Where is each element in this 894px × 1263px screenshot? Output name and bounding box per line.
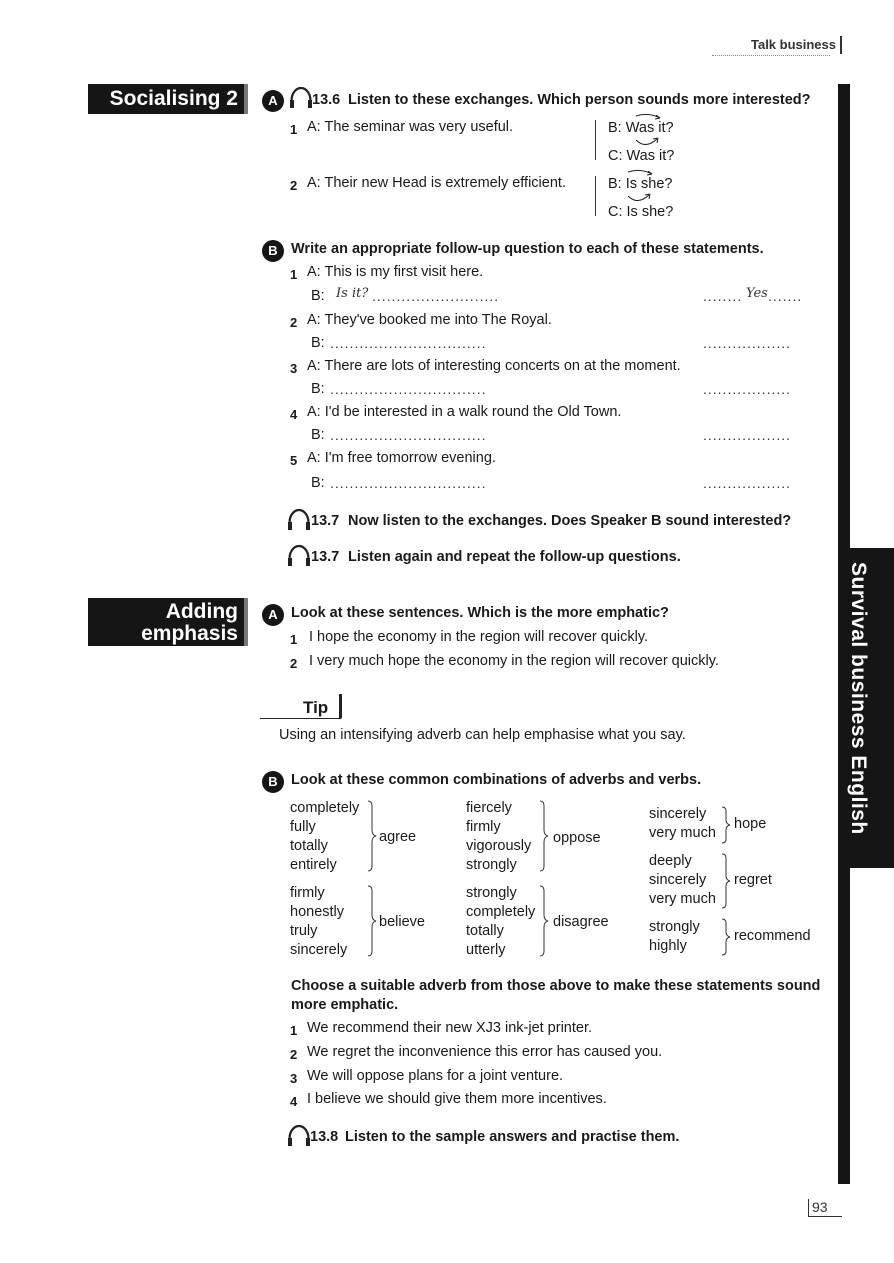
tip-rule — [260, 718, 340, 719]
brace — [720, 918, 732, 956]
adverb: firmly — [466, 819, 501, 835]
listen-instruction: Now listen to the exchanges. Does Speaker B sound interested? — [348, 513, 792, 529]
answer-line: .......................... — [372, 288, 500, 304]
adverb: strongly — [466, 885, 517, 901]
answer-line[interactable]: ................................ — [330, 475, 487, 491]
divider — [595, 176, 596, 216]
check-line: ........ — [703, 288, 743, 304]
answer-line[interactable]: ................................ — [330, 335, 487, 351]
verb: oppose — [553, 830, 601, 846]
response-b: B: Is she? — [608, 176, 673, 192]
verb: disagree — [553, 914, 609, 930]
verb: regret — [734, 872, 772, 888]
statement-a: A: This is my first visit here. — [307, 264, 484, 280]
adverb: highly — [649, 938, 687, 954]
check-line[interactable]: .................. — [703, 381, 792, 397]
check-line[interactable]: .................. — [703, 427, 792, 443]
adverb: totally — [466, 923, 504, 939]
adverb: sincerely — [649, 872, 707, 888]
adverb-list — [649, 852, 716, 909]
adverb: very much — [649, 825, 716, 841]
answer-line[interactable]: ................................ — [330, 381, 487, 397]
section-label-socialising-text: Socialising 2 — [109, 87, 238, 110]
statement: We regret the inconvenience this error has caused you. — [307, 1044, 663, 1060]
section-label-emphasis-line1: Adding — [165, 600, 238, 623]
headphones-icon — [286, 508, 312, 532]
adverb-list — [290, 884, 347, 960]
adverb: sincerely — [649, 806, 707, 822]
item-number: 3 — [290, 361, 298, 376]
item-number: 1 — [290, 267, 298, 282]
side-tab — [838, 548, 894, 868]
instruction-emphasis-a: Look at these sentences. Which is the more emphatic? — [291, 605, 669, 621]
adverb-list — [466, 799, 531, 875]
adverb: firmly — [290, 885, 325, 901]
adverb: totally — [290, 838, 328, 854]
exercise-badge-a: A — [262, 90, 284, 112]
section-label-emphasis-line2: emphasis — [141, 622, 238, 645]
check-line[interactable]: .................. — [703, 335, 792, 351]
adverb: fully — [290, 819, 316, 835]
section-label-emphasis — [88, 598, 248, 646]
statement: I believe we should give them more incentives. — [307, 1091, 607, 1107]
adverb: completely — [466, 904, 536, 920]
running-header: Talk business — [750, 37, 836, 52]
answer-prefix: B: — [311, 335, 325, 351]
brace — [720, 806, 732, 844]
answer-line[interactable]: ................................ — [330, 427, 487, 443]
header-bracket — [840, 36, 842, 54]
statement-a: A: I'd be interested in a walk round the Old Town. — [307, 404, 622, 420]
adverb: fiercely — [466, 800, 512, 816]
answer-prefix: B: — [311, 381, 325, 397]
answer-prefix: B: — [311, 427, 325, 443]
brace — [538, 885, 550, 957]
headphones-icon — [288, 86, 314, 110]
track-number: 13.8 — [310, 1129, 339, 1145]
item-number: 1 — [290, 1023, 298, 1038]
statement: We will oppose plans for a joint venture. — [307, 1068, 564, 1084]
adverb: completely — [290, 800, 360, 816]
adverb: entirely — [290, 857, 337, 873]
sentence: I very much hope the economy in the region will recover quickly. — [309, 653, 719, 669]
check-line[interactable]: .................. — [703, 475, 792, 491]
adverb: strongly — [466, 857, 517, 873]
instruction-emphasis-b: Look at these common combinations of adverbs and verbs. — [291, 772, 702, 788]
choose-instruction-line2: more emphatic. — [291, 997, 399, 1013]
item-number: 1 — [290, 122, 298, 137]
item-number: 2 — [290, 315, 298, 330]
tip-bar — [339, 694, 342, 719]
adverb: truly — [290, 923, 318, 939]
verb: agree — [379, 829, 417, 845]
item-number: 1 — [290, 632, 298, 647]
sentence: I hope the economy in the region will recover quickly. — [309, 629, 649, 645]
statement-a: A: They've booked me into The Royal. — [307, 312, 552, 328]
adverb-list — [290, 799, 359, 875]
page-number-rule — [808, 1216, 842, 1217]
headphones-icon — [286, 1124, 312, 1148]
item-number: 4 — [290, 407, 298, 422]
item-number: 2 — [290, 1047, 298, 1062]
instruction-socialising-a: Listen to these exchanges. Which person sounds more interested? — [348, 92, 811, 108]
adverb-list — [466, 884, 535, 960]
item-number: 5 — [290, 453, 298, 468]
listen-instruction: Listen to the sample answers and practise them. — [345, 1129, 680, 1145]
tip-heading: Tip — [303, 698, 329, 717]
intonation-arrows — [622, 166, 682, 211]
track-number: 13.6 — [312, 92, 341, 108]
handwritten-answer: Is it? — [336, 286, 369, 301]
adverb: utterly — [466, 942, 506, 958]
exercise-badge-b: B — [262, 240, 284, 262]
track-number: 13.7 — [311, 513, 340, 529]
adverb-list — [649, 805, 716, 843]
brace — [366, 885, 378, 957]
response-c: C: Is she? — [608, 204, 674, 220]
answer-prefix: B: — [311, 288, 325, 304]
item-number: 3 — [290, 1071, 298, 1086]
item-number: 2 — [290, 656, 298, 671]
exercise-badge-b: B — [262, 771, 284, 793]
exercise-badge-a: A — [262, 604, 284, 626]
divider — [595, 120, 596, 160]
adverb: vigorously — [466, 838, 532, 854]
intonation-arrows — [630, 110, 690, 155]
adverb: honestly — [290, 904, 345, 920]
page-number-bracket — [808, 1199, 809, 1217]
response-b: B: Was it? — [608, 120, 674, 136]
statement-a: A: I'm free tomorrow evening. — [307, 450, 496, 466]
header-rule — [712, 55, 830, 56]
response-c: C: Was it? — [608, 148, 675, 164]
brace — [366, 800, 378, 872]
item-number: 4 — [290, 1094, 298, 1109]
brace — [538, 800, 550, 872]
page-number: 93 — [812, 1199, 828, 1215]
adverb: deeply — [649, 853, 692, 869]
handwritten-check: Yes — [746, 286, 768, 301]
adverb: very much — [649, 891, 716, 907]
brace — [720, 853, 732, 909]
listen-instruction: Listen again and repeat the follow-up questions. — [348, 549, 681, 565]
verb: believe — [379, 914, 425, 930]
instruction-socialising-b: Write an appropriate follow-up question to each of these statements. — [291, 241, 764, 257]
section-label-socialising — [88, 84, 248, 114]
statement-a: A: There are lots of interesting concerts on at the moment. — [307, 358, 681, 374]
adverb: sincerely — [290, 942, 348, 958]
side-tab-label: Survival business English — [847, 562, 870, 835]
check-line: ....... — [768, 288, 803, 304]
statement: We recommend their new XJ3 ink-jet printer. — [307, 1020, 593, 1036]
tip-text: Using an intensifying adverb can help emphasise what you say. — [279, 727, 686, 743]
statement-a: A: The seminar was very useful. — [307, 119, 514, 135]
choose-instruction-line1: Choose a suitable adverb from those above to make these statements sound — [291, 978, 821, 994]
item-number: 2 — [290, 178, 298, 193]
statement-a: A: Their new Head is extremely efficient. — [307, 175, 566, 191]
headphones-icon — [286, 544, 312, 568]
answer-prefix: B: — [311, 475, 325, 491]
verb: hope — [734, 816, 767, 832]
adverb: strongly — [649, 919, 700, 935]
adverb-list — [649, 918, 700, 956]
track-number: 13.7 — [311, 549, 340, 565]
verb: recommend — [734, 928, 811, 944]
